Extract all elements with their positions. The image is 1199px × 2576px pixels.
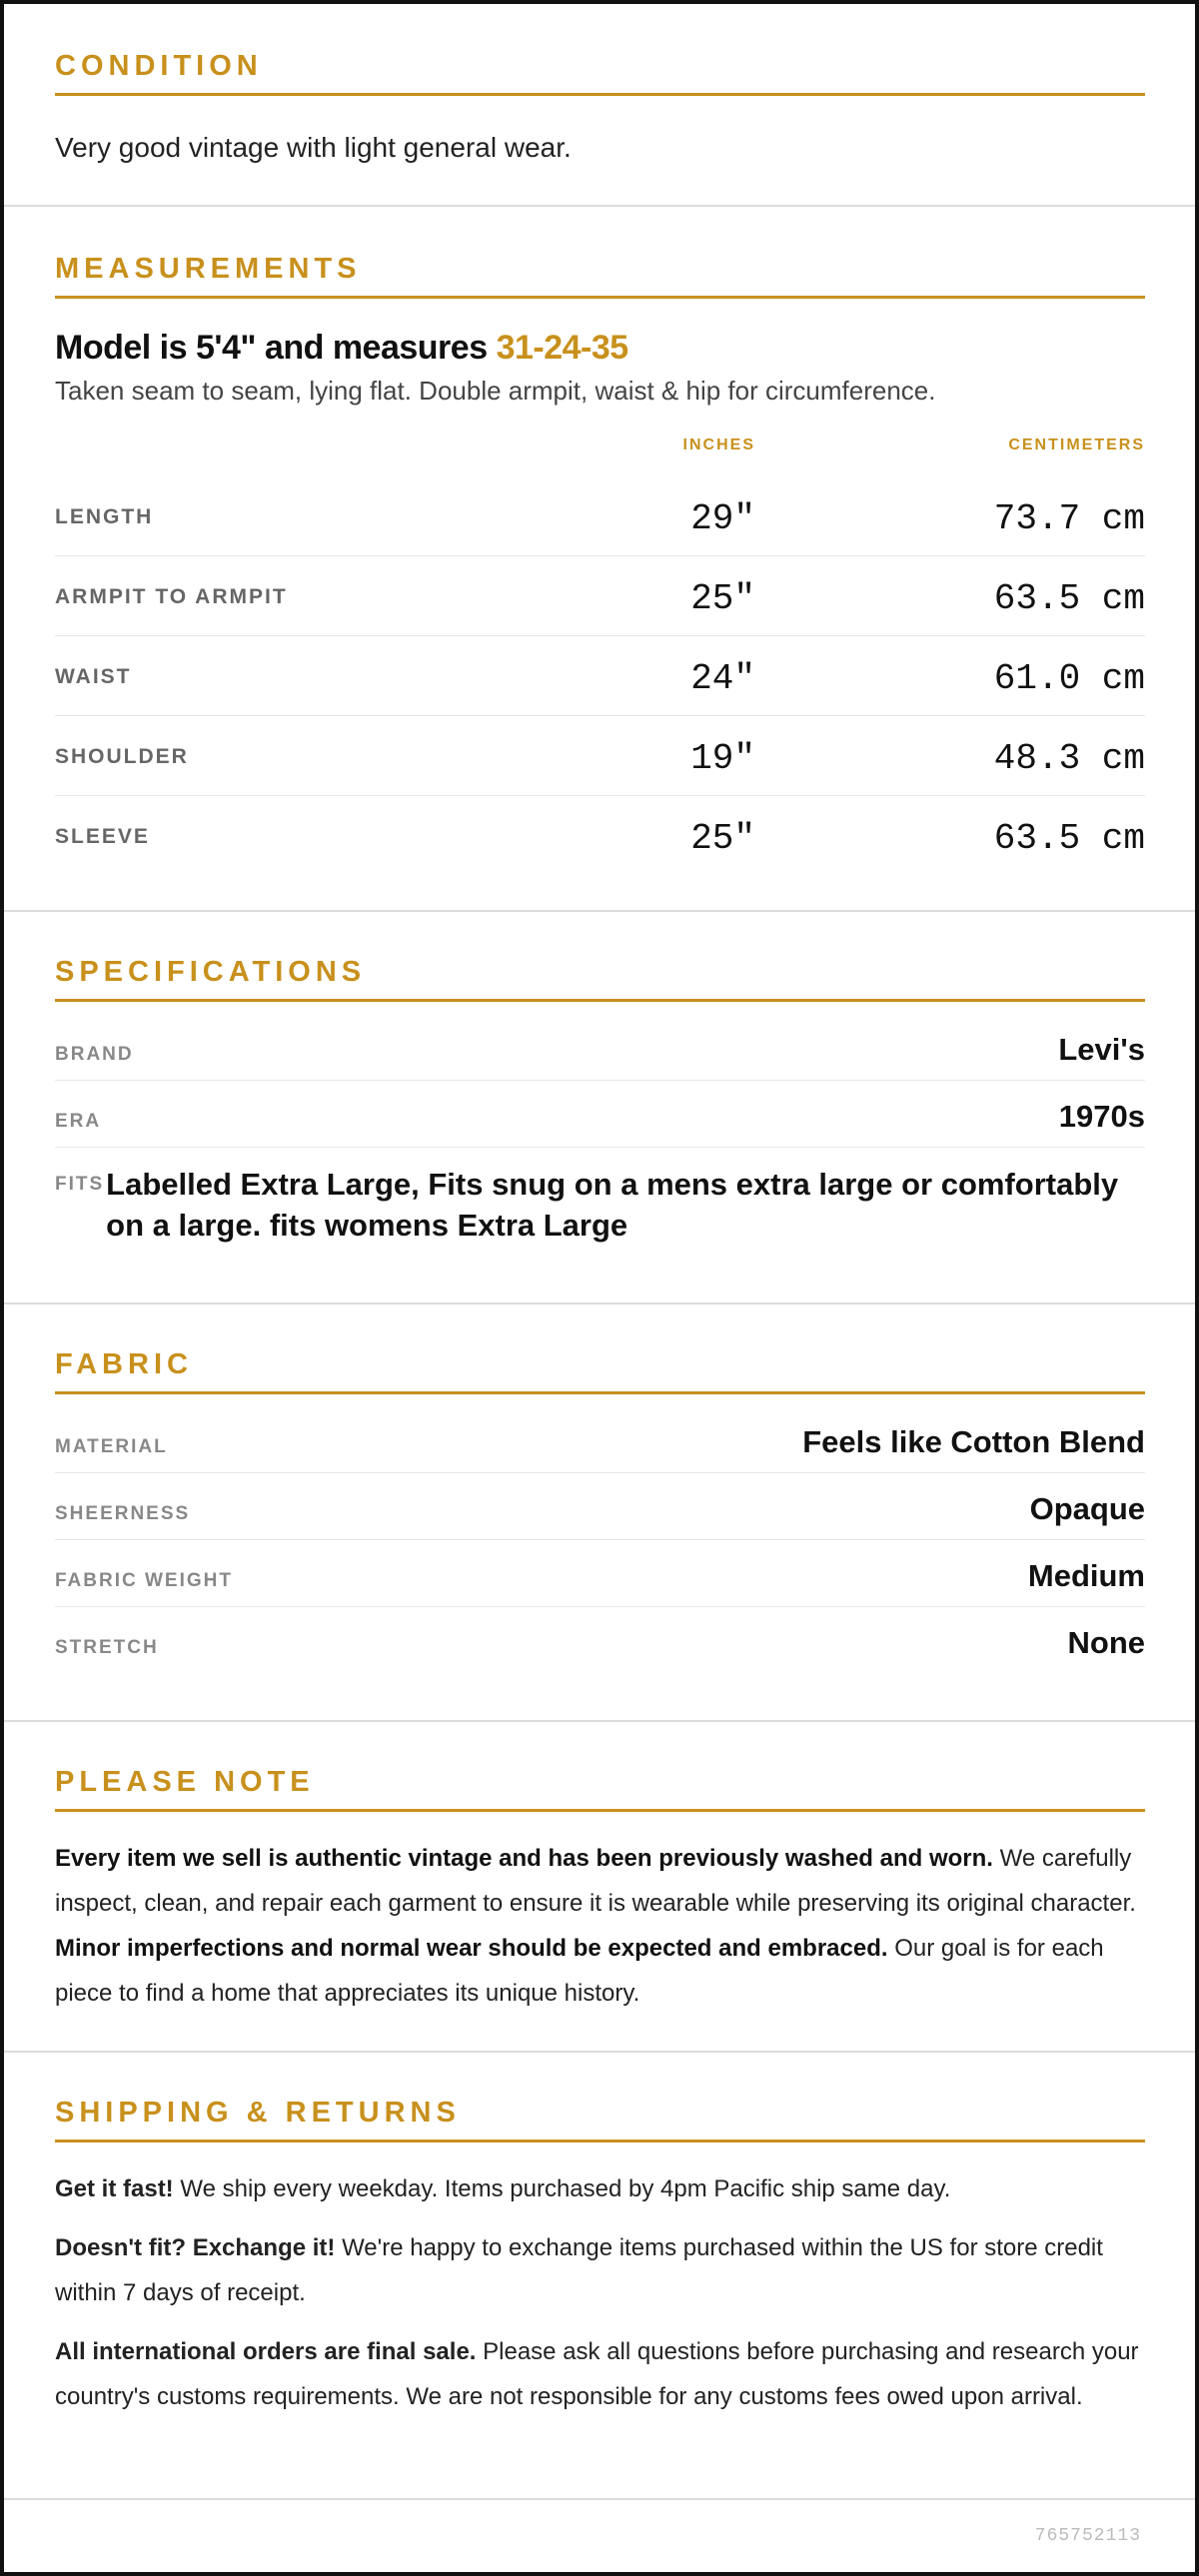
inches-column-header: INCHES bbox=[682, 436, 755, 453]
specifications-heading: SPECIFICATIONS bbox=[55, 956, 1145, 1002]
fabric-heading: FABRIC bbox=[55, 1348, 1145, 1394]
fabric-value: Medium bbox=[1027, 1558, 1145, 1593]
spec-label: BRAND bbox=[55, 1044, 134, 1065]
spec-label: ERA bbox=[55, 1111, 102, 1132]
centimeters-column-header: CENTIMETERS bbox=[1008, 436, 1145, 453]
measurement-cm: 63.5 cm bbox=[993, 818, 1145, 859]
spec-row-fits bbox=[55, 1148, 1145, 1246]
note-bold-1: Every item we sell is authentic vintage and has been previously washed and worn. bbox=[55, 1845, 993, 1872]
spec-row-era bbox=[55, 1081, 1145, 1148]
shipping-bold-2: Doesn't fit? Exchange it! bbox=[55, 2234, 336, 2261]
shipping-text-1: We ship every weekday. Items purchased by 4pm Pacific ship same day. bbox=[173, 2175, 951, 2202]
fabric-value: Feels like Cotton Blend bbox=[802, 1424, 1145, 1459]
condition-text: Very good vintage with light general wear. bbox=[55, 132, 572, 163]
measurement-cm: 48.3 cm bbox=[993, 738, 1145, 779]
product-id: 765752113 bbox=[1034, 2526, 1141, 2546]
shipping-paragraph-1 bbox=[55, 2166, 1145, 2211]
authenticity-note bbox=[55, 1836, 1145, 2016]
measurement-label: WAIST bbox=[55, 665, 132, 688]
measurement-column-headers bbox=[55, 407, 1145, 476]
please-note-section bbox=[4, 1722, 1195, 2053]
measurement-cm: 61.0 cm bbox=[993, 658, 1145, 699]
shipping-section bbox=[4, 2053, 1195, 2500]
fabric-row-stretch bbox=[55, 1607, 1145, 1673]
spec-label: FITS bbox=[55, 1174, 105, 1195]
condition-heading: CONDITION bbox=[55, 50, 1145, 96]
please-note-heading: PLEASE NOTE bbox=[55, 1766, 1145, 1812]
shipping-text-3: Please ask all questions before purchasing and research your country's customs requirements. We are not responsible for any customs fees owed upon arrival. bbox=[55, 2338, 1139, 2410]
model-measurements-prefix: Model is 5'4" and measures bbox=[55, 329, 497, 367]
fabric-row-sheerness bbox=[55, 1473, 1145, 1540]
shipping-text-2: We're happy to exchange items purchased within the US for store credit within 7 days of receipt. bbox=[55, 2234, 1103, 2306]
measurement-row bbox=[55, 716, 1145, 796]
fabric-label: MATERIAL bbox=[55, 1436, 168, 1457]
measurement-label: LENGTH bbox=[55, 505, 154, 528]
shipping-heading: SHIPPING & RETURNS bbox=[55, 2097, 1145, 2143]
measurement-inches: 29" bbox=[690, 498, 755, 539]
shipping-paragraph-2 bbox=[55, 2225, 1145, 2315]
measurement-inches: 24" bbox=[690, 658, 755, 699]
measurement-row bbox=[55, 636, 1145, 716]
measurement-label: SLEEVE bbox=[55, 825, 150, 848]
fabric-value: Opaque bbox=[1029, 1491, 1145, 1526]
note-bold-2: Minor imperfections and normal wear should be expected and embraced. bbox=[55, 1935, 888, 1962]
shipping-paragraph-3 bbox=[55, 2329, 1145, 2419]
fabric-section bbox=[4, 1304, 1195, 1722]
spec-row-brand bbox=[55, 1014, 1145, 1081]
fabric-row-material bbox=[55, 1406, 1145, 1473]
measurement-cm: 73.7 cm bbox=[993, 498, 1145, 539]
note-text-1: We carefully inspect, clean, and repair each garment to ensure it is wearable while preserving its original character. bbox=[55, 1845, 1136, 1917]
model-measurements bbox=[55, 329, 1145, 368]
measurement-inches: 25" bbox=[690, 818, 755, 859]
shipping-bold-1: Get it fast! bbox=[55, 2175, 174, 2202]
spec-value: 1970s bbox=[1058, 1099, 1145, 1134]
measurement-row bbox=[55, 796, 1145, 875]
measurement-method-note: Taken seam to seam, lying flat. Double armpit, waist & hip for circumference. bbox=[55, 376, 936, 406]
fabric-label: FABRIC WEIGHT bbox=[55, 1570, 233, 1591]
spec-value: Labelled Extra Large, Fits snug on a mens extra large or comfortably on a large. fits womens Extra Large bbox=[106, 1167, 1119, 1243]
fabric-row-weight bbox=[55, 1540, 1145, 1607]
fabric-label: STRETCH bbox=[55, 1637, 159, 1658]
spec-value: Levi's bbox=[1058, 1032, 1145, 1067]
fabric-label: SHEERNESS bbox=[55, 1503, 191, 1524]
condition-section bbox=[4, 4, 1195, 207]
measurement-label: ARMPIT TO ARMPIT bbox=[55, 585, 288, 608]
measurement-table bbox=[55, 476, 1145, 875]
fabric-value: None bbox=[1067, 1625, 1145, 1660]
measurement-label: SHOULDER bbox=[55, 745, 189, 768]
model-measurements-value: 31-24-35 bbox=[496, 329, 628, 367]
measurements-heading: MEASUREMENTS bbox=[55, 253, 1145, 299]
measurement-cm: 63.5 cm bbox=[993, 578, 1145, 619]
measurement-inches: 25" bbox=[690, 578, 755, 619]
measurement-row bbox=[55, 556, 1145, 636]
measurement-row bbox=[55, 476, 1145, 556]
specifications-section bbox=[4, 912, 1195, 1304]
measurement-inches: 19" bbox=[690, 738, 755, 779]
note-text-2: Our goal is for each piece to find a home that appreciates its unique history. bbox=[55, 1935, 1104, 2007]
measurements-section bbox=[4, 207, 1195, 912]
shipping-bold-3: All international orders are final sale. bbox=[55, 2338, 477, 2365]
